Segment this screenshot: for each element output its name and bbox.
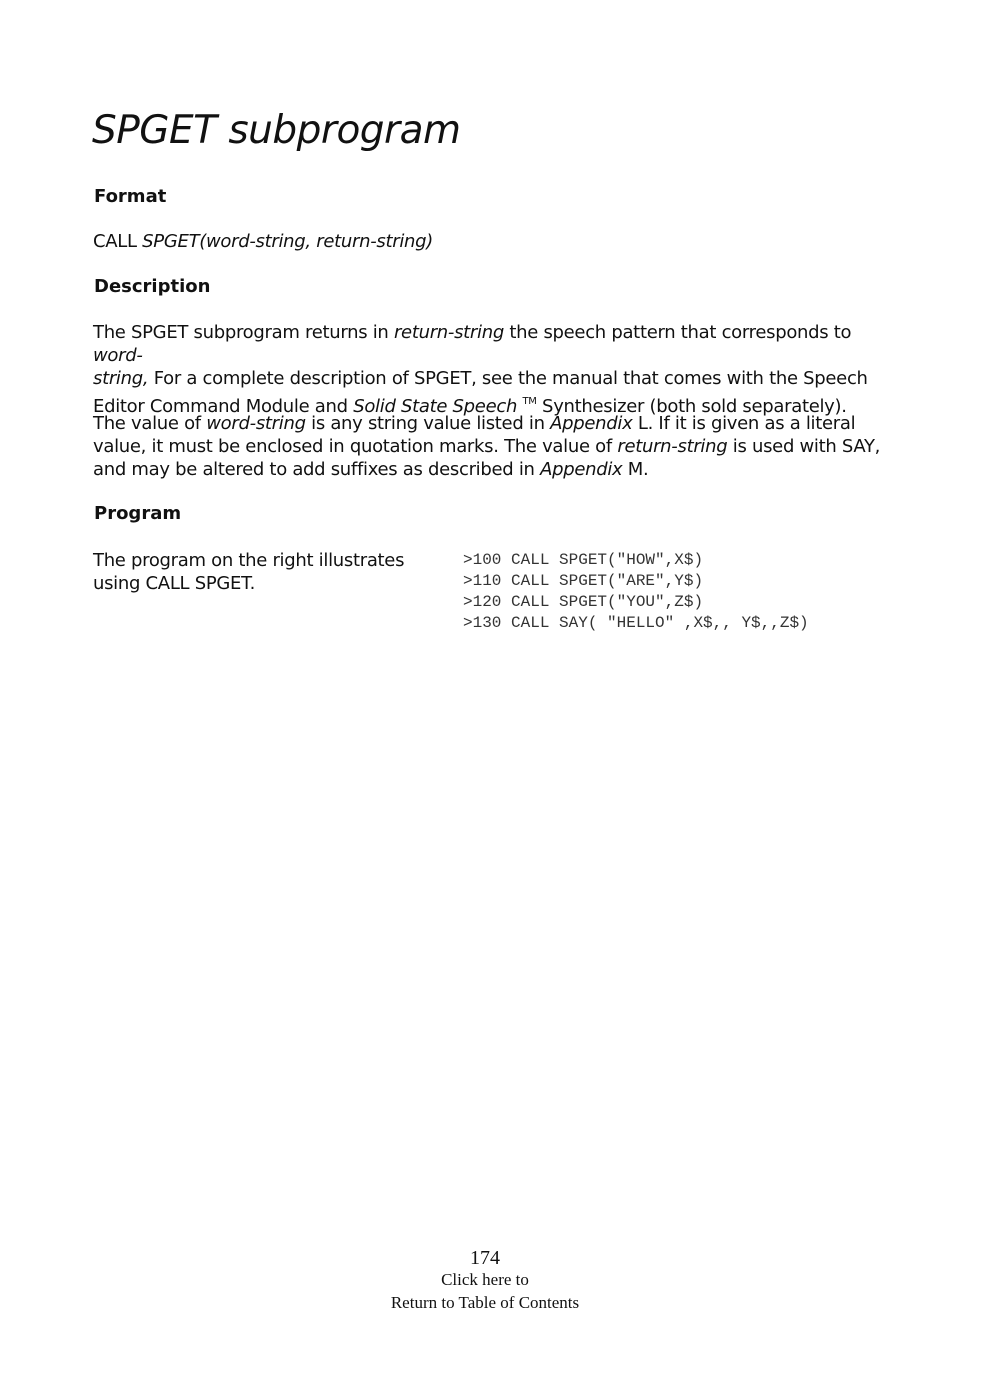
text-run: L. If it is given as a literal <box>632 413 856 434</box>
code-line: >120 CALL SPGET("YOU",Z$) <box>463 593 704 611</box>
text-run: is used with SAY, <box>727 436 881 457</box>
program-explanation <box>93 549 423 595</box>
page-number: 174 <box>470 1247 500 1269</box>
text-run: The value of <box>93 413 207 434</box>
text-run: The SPGET subprogram returns in <box>93 322 394 343</box>
code-listing <box>463 550 809 634</box>
format-call-syntax <box>93 230 433 253</box>
italic-run: return-string <box>617 436 728 457</box>
format-heading: Format <box>94 186 167 207</box>
text-run: Synthesizer (both sold separately). <box>536 396 847 417</box>
text-run: is any string value listed in <box>305 413 551 434</box>
call-keyword: CALL <box>93 231 143 252</box>
italic-run: return-string <box>393 322 504 343</box>
page-title: SPGET subprogram <box>92 108 461 153</box>
italic-run: word- <box>93 345 143 366</box>
code-line: >110 CALL SPGET("ARE",Y$) <box>463 572 704 590</box>
description-paragraph-1 <box>93 321 893 418</box>
text-run: and may be altered to add suffixes as described in <box>93 459 541 480</box>
text-run: The program on the right illustrates <box>93 550 405 571</box>
program-heading: Program <box>94 503 182 524</box>
description-paragraph-2 <box>93 412 893 481</box>
italic-run: word-string <box>206 413 306 434</box>
toc-link-line-1[interactable]: Click here to <box>441 1270 529 1289</box>
toc-link-line-2[interactable]: Return to Table of Contents <box>390 1293 580 1312</box>
text-run: Editor Command Module and <box>93 396 354 417</box>
italic-run: Appendix <box>540 459 623 480</box>
italic-run: Appendix <box>550 413 633 434</box>
text-run: value, it must be enclosed in quotation marks. The value of <box>93 436 618 457</box>
italic-run: string, <box>93 368 149 389</box>
call-arguments: SPGET(word-string, return-string) <box>142 231 433 252</box>
text-run: the speech pattern that corresponds to <box>503 322 852 343</box>
description-heading: Description <box>94 276 211 297</box>
text-run: M. <box>622 459 649 480</box>
code-line: >100 CALL SPGET("HOW",X$) <box>463 551 704 569</box>
text-run: using CALL SPGET. <box>93 573 256 594</box>
italic-run: Solid State Speech <box>353 396 518 417</box>
code-line: >130 CALL SAY( "HELLO" ,X$,, Y$,,Z$) <box>463 614 809 632</box>
text-run: For a complete description of SPGET, see the manual that comes with the Speech <box>148 368 868 389</box>
trademark-mark: TM <box>522 396 537 407</box>
